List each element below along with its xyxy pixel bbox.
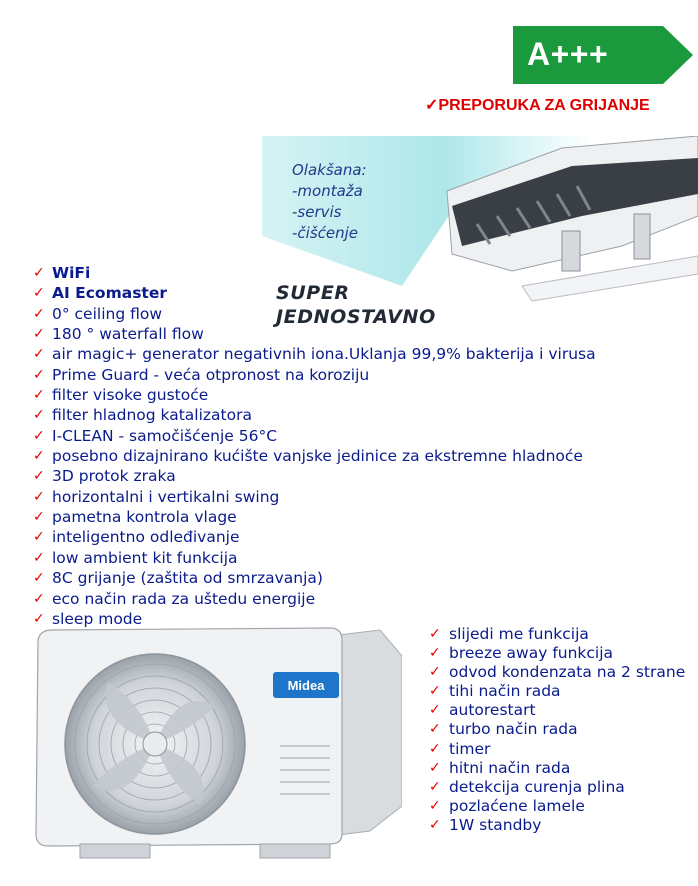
check-icon: ✓ bbox=[429, 740, 441, 757]
check-icon: ✓ bbox=[33, 305, 45, 322]
feature-item bbox=[33, 324, 596, 344]
feature-item bbox=[33, 487, 596, 507]
feature-text: posebno dizajnirano kućište vanjske jedinice za ekstremne hladnoće bbox=[52, 447, 583, 466]
feature-text: breeze away funkcija bbox=[449, 644, 614, 663]
feature-text: odvod kondenzata na 2 strane bbox=[449, 663, 686, 682]
feature-item bbox=[33, 263, 596, 283]
promo-text bbox=[292, 160, 367, 244]
feature-text: air magic+ generator negativnih iona.Uklanja 99,9% bakterija i virusa bbox=[52, 345, 596, 364]
feature-text: AI Ecomaster bbox=[52, 284, 167, 303]
feature-item bbox=[33, 283, 596, 303]
check-icon: ✓ bbox=[33, 488, 45, 505]
brand-logo-text: Midea bbox=[287, 678, 325, 693]
feature-text: filter hladnog katalizatora bbox=[52, 406, 252, 425]
feature-text: autorestart bbox=[449, 701, 536, 720]
feature-item bbox=[429, 625, 685, 644]
energy-class-label: A+++ bbox=[527, 36, 609, 72]
check-icon: ✓ bbox=[429, 683, 441, 700]
feature-text: inteligentno odleđivanje bbox=[52, 528, 240, 547]
feature-text: turbo način rada bbox=[449, 720, 578, 739]
check-icon: ✓ bbox=[429, 664, 441, 681]
check-icon: ✓ bbox=[33, 529, 45, 546]
slogan-line: JEDNOSTAVNO bbox=[276, 306, 436, 328]
feature-item bbox=[33, 527, 596, 547]
feature-text: I-CLEAN - samočišćenje 56°C bbox=[52, 426, 278, 445]
check-icon: ✓ bbox=[429, 816, 441, 833]
check-icon: ✓ bbox=[33, 427, 45, 444]
check-icon: ✓ bbox=[429, 759, 441, 776]
feature-text: detekcija curenja plina bbox=[449, 777, 625, 796]
check-icon: ✓ bbox=[429, 626, 441, 642]
feature-item bbox=[429, 816, 685, 835]
feature-item bbox=[429, 701, 685, 720]
feature-item bbox=[429, 663, 685, 682]
feature-item bbox=[429, 644, 685, 663]
outdoor-unit-image bbox=[30, 626, 402, 866]
check-icon: ✓ bbox=[429, 721, 441, 738]
feature-list-secondary bbox=[429, 625, 685, 835]
feature-item bbox=[429, 740, 685, 759]
check-icon: ✓ bbox=[33, 509, 45, 526]
feature-text: filter visoke gustoće bbox=[52, 386, 209, 405]
check-icon: ✓ bbox=[33, 570, 45, 587]
promo-line: -montaža bbox=[292, 182, 363, 200]
feature-item bbox=[429, 682, 685, 701]
feature-text: pametna kontrola vlage bbox=[52, 508, 237, 527]
feature-text: pozlaćene lamele bbox=[449, 796, 585, 815]
check-icon: ✓ bbox=[33, 387, 45, 404]
check-icon: ✓ bbox=[33, 285, 45, 302]
feature-item bbox=[33, 507, 596, 527]
check-icon: ✓ bbox=[33, 468, 45, 485]
check-icon: ✓ bbox=[429, 645, 441, 662]
promo-line: -čišćenje bbox=[292, 224, 359, 242]
feature-text: 1W standby bbox=[449, 815, 542, 834]
feature-text: timer bbox=[449, 739, 491, 758]
feature-item bbox=[33, 548, 596, 568]
feature-text: Prime Guard - veća otpronost na koroziju bbox=[52, 365, 370, 384]
feature-item bbox=[33, 365, 596, 385]
feature-item bbox=[33, 304, 596, 324]
heating-recommendation: ✓PREPORUKA ZA GRIJANJE bbox=[425, 97, 650, 114]
feature-text: 8C grijanje (zaštita od smrzavanja) bbox=[52, 569, 323, 588]
feature-item bbox=[429, 797, 685, 816]
check-icon: ✓ bbox=[33, 549, 45, 566]
check-icon: ✓ bbox=[33, 590, 45, 607]
feature-text: eco način rada za uštedu energije bbox=[52, 589, 316, 608]
promo-line: -servis bbox=[292, 203, 342, 221]
check-icon: ✓ bbox=[33, 326, 45, 343]
check-icon: ✓ bbox=[33, 366, 45, 383]
feature-item bbox=[33, 405, 596, 425]
feature-text: 3D protok zraka bbox=[52, 467, 176, 486]
feature-item bbox=[33, 426, 596, 446]
promo-line: Olakšana: bbox=[292, 161, 367, 179]
check-icon: ✓ bbox=[33, 346, 45, 363]
feature-text: WiFi bbox=[52, 264, 91, 282]
feature-text: sleep mode bbox=[52, 609, 143, 628]
feature-text: hitni način rada bbox=[449, 758, 571, 777]
feature-text: tihi način rada bbox=[449, 682, 561, 701]
feature-item bbox=[33, 446, 596, 466]
feature-list bbox=[33, 263, 596, 629]
check-icon: ✓ bbox=[429, 797, 441, 814]
feature-item bbox=[33, 568, 596, 588]
check-icon: ✓ bbox=[33, 448, 45, 465]
feature-text: low ambient kit funkcija bbox=[52, 548, 238, 567]
feature-item bbox=[429, 759, 685, 778]
feature-text: horizontalni i vertikalni swing bbox=[52, 487, 280, 506]
feature-item bbox=[429, 720, 685, 739]
check-icon: ✓ bbox=[33, 610, 45, 627]
feature-item bbox=[33, 466, 596, 486]
slogan-line: SUPER bbox=[276, 282, 350, 304]
feature-item bbox=[429, 778, 685, 797]
check-icon: ✓ bbox=[33, 407, 45, 424]
check-icon: ✓ bbox=[33, 265, 45, 281]
feature-text: slijedi me funkcija bbox=[449, 625, 589, 643]
feature-item bbox=[33, 385, 596, 405]
feature-text: 0° ceiling flow bbox=[52, 304, 163, 323]
feature-item bbox=[33, 589, 596, 609]
feature-item bbox=[33, 344, 596, 364]
feature-text: 180 ° waterfall flow bbox=[52, 325, 204, 344]
check-icon: ✓ bbox=[429, 702, 441, 719]
check-icon: ✓ bbox=[429, 778, 441, 795]
